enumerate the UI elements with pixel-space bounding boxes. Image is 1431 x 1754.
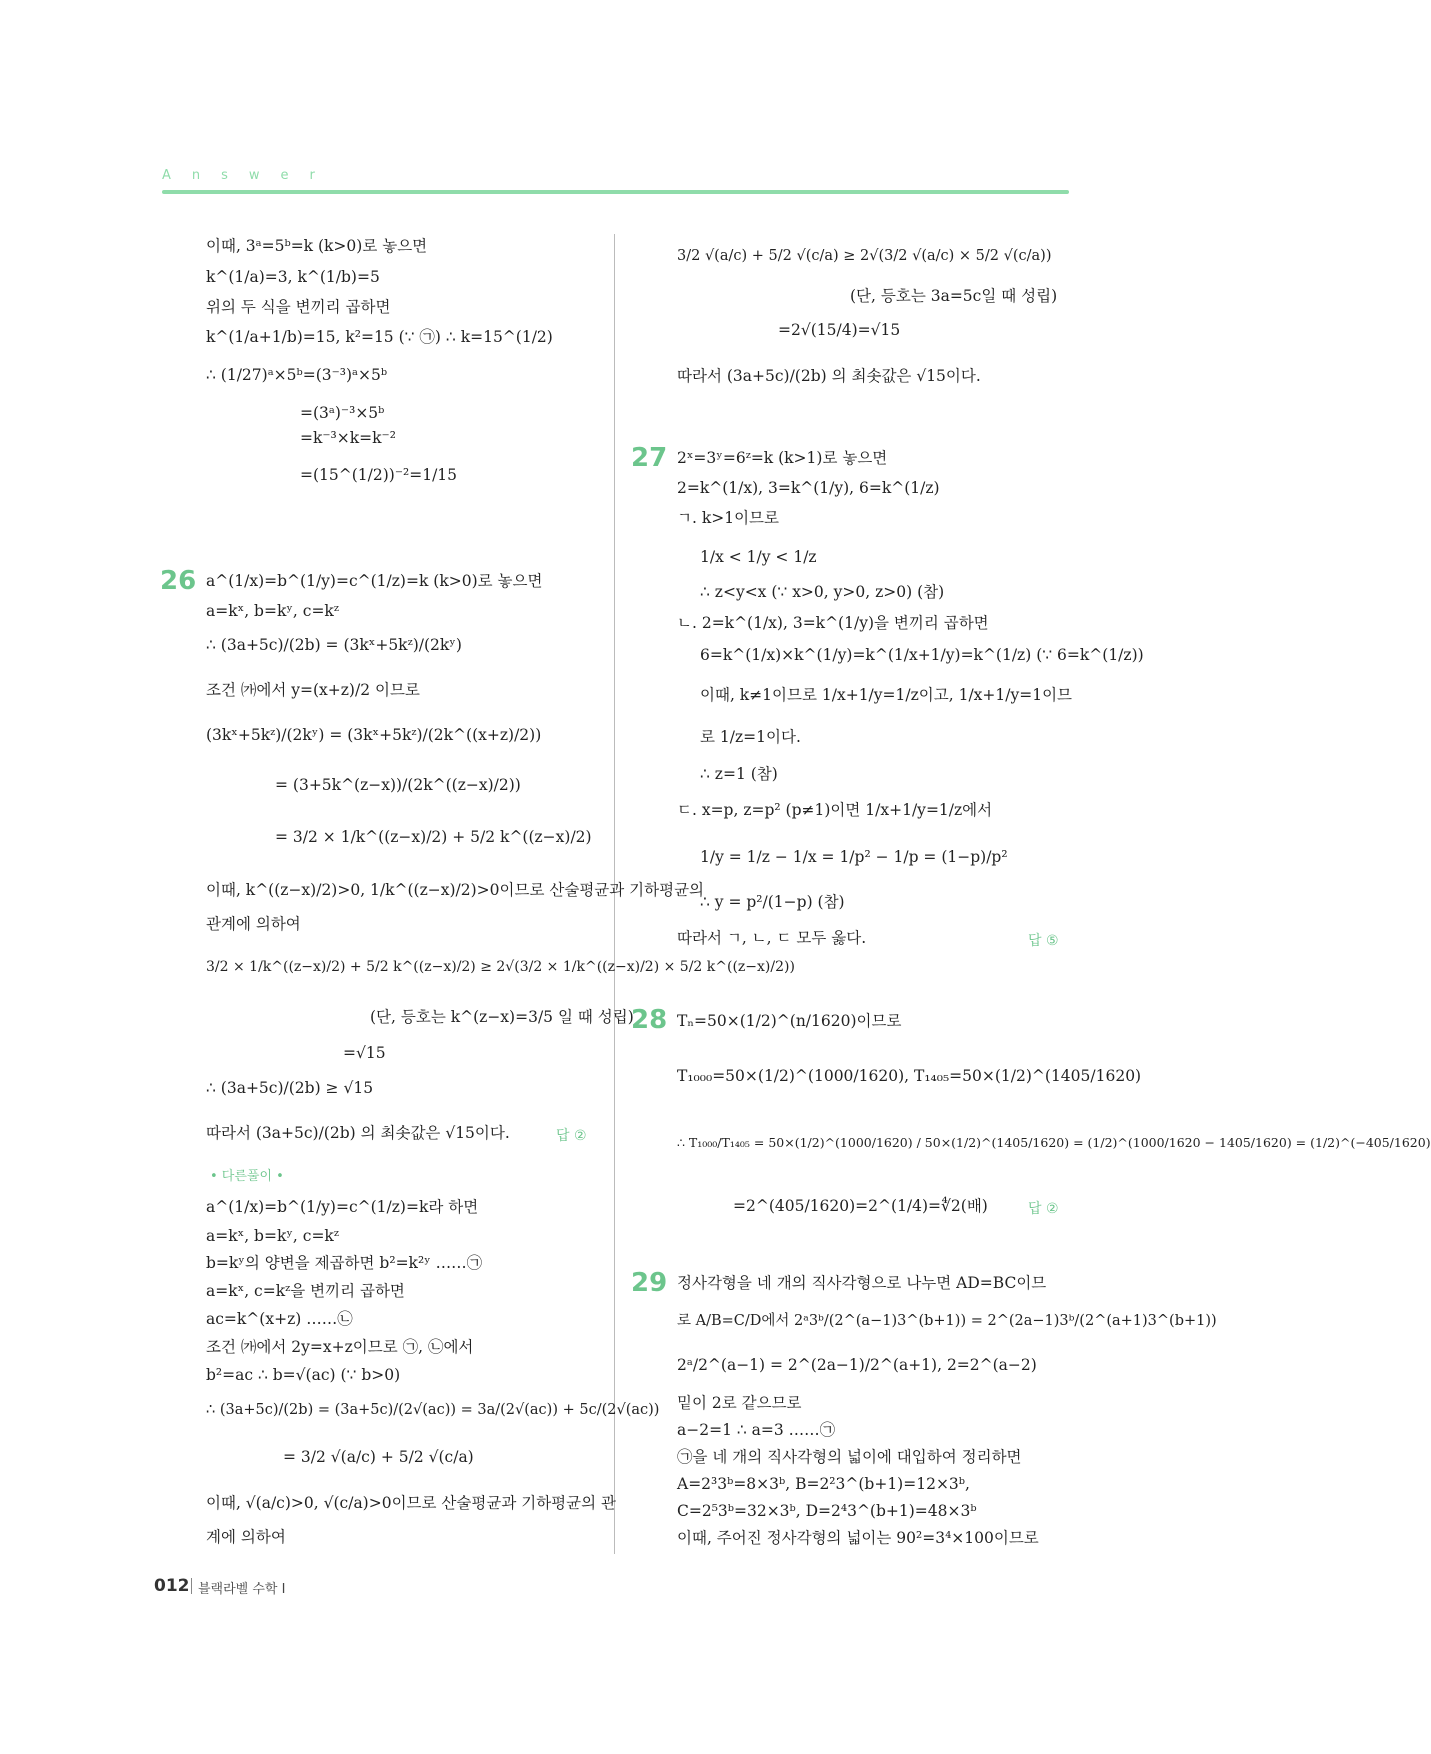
text-line: 따라서 ㄱ, ㄴ, ㄷ 모두 옳다. [677, 929, 867, 947]
text-line: = 3/2 × 1/k^((z−x)/2) + 5/2 k^((z−x)/2) [275, 828, 592, 846]
text-line: =2√(15/4)=√15 [778, 321, 901, 339]
text-line: a=kˣ, b=kʸ, c=kᶻ [206, 1227, 339, 1245]
answer-27: 답 ⑤ [1028, 933, 1059, 949]
text-line: (단, 등호는 k^(z−x)=3/5 일 때 성립) [370, 1008, 634, 1026]
text-line: = (3+5k^(z−x))/(2k^((z−x)/2)) [275, 776, 521, 794]
text-line: 1/y = 1/z − 1/x = 1/p² − 1/p = (1−p)/p² [700, 848, 1008, 866]
text-line: 1/x < 1/y < 1/z [700, 548, 817, 566]
text-line: =(3ᵃ)⁻³×5ᵇ [300, 404, 385, 422]
text-line: a^(1/x)=b^(1/y)=c^(1/z)=k라 하면 [206, 1198, 479, 1216]
book-title: 블랙라벨 수학 I [198, 1582, 286, 1597]
text-line: b²=ac ∴ b=√(ac) (∵ b>0) [206, 1366, 401, 1384]
text-line: 이때, k≠1이므로 1/x+1/y=1/z이고, 1/x+1/y=1이므 [700, 686, 1073, 704]
text-line: 따라서 (3a+5c)/(2b) 의 최솟값은 √15이다. [206, 1124, 510, 1142]
text-line: 이때, √(a/c)>0, √(c/a)>0이므로 산술평균과 기하평균의 관 [206, 1494, 616, 1512]
answer-28: 답 ② [1028, 1201, 1059, 1217]
alt-solution-label: • 다른풀이 • [210, 1169, 284, 1184]
text-line: T₁₀₀₀=50×(1/2)^(1000/1620), T₁₄₀₅=50×(1/2)^(1405/1620) [677, 1067, 1142, 1085]
text-line: 위의 두 식을 변끼리 곱하면 [206, 298, 391, 316]
problem-number-27: 27 [631, 443, 668, 473]
text-line: k^(1/a+1/b)=15, k²=15 (∵ ㉠) ∴ k=15^(1/2) [206, 328, 553, 346]
text-line: k^(1/a)=3, k^(1/b)=5 [206, 268, 380, 286]
text-line: C=2⁵3ᵇ=32×3ᵇ, D=2⁴3^(b+1)=48×3ᵇ [677, 1502, 977, 1520]
text-line: 정사각형을 네 개의 직사각형으로 나누면 AD=BC이므 [677, 1274, 1047, 1292]
text-line: = 3/2 √(a/c) + 5/2 √(c/a) [283, 1448, 474, 1466]
text-line: a=kˣ, c=kᶻ을 변끼리 곱하면 [206, 1282, 405, 1300]
page-number: 012 [154, 1576, 190, 1596]
text-line: 계에 의하여 [206, 1528, 286, 1546]
problem-number-29: 29 [631, 1268, 668, 1298]
text-line: ㄴ. 2=k^(1/x), 3=k^(1/y)을 변끼리 곱하면 [677, 614, 989, 632]
text-line: 조건 ㈎에서 y=(x+z)/2 이므로 [206, 681, 420, 699]
text-line: 따라서 (3a+5c)/(2b) 의 최솟값은 √15이다. [677, 367, 981, 385]
text-line: (3kˣ+5kᶻ)/(2kʸ) = (3kˣ+5kᶻ)/(2k^((x+z)/2)) [206, 726, 542, 744]
text-line: ㄱ. k>1이므로 [677, 509, 779, 527]
text-line: 로 1/z=1이다. [700, 728, 801, 746]
text-line: 이때, 주어진 정사각형의 넓이는 90²=3⁴×100이므로 [677, 1529, 1039, 1547]
text-line: 관계에 의하여 [206, 915, 301, 933]
text-line: 이때, 3ᵃ=5ᵇ=k (k>0)로 놓으면 [206, 237, 428, 255]
text-line: 조건 ㈎에서 2y=x+z이므로 ㉠, ㉡에서 [206, 1338, 474, 1356]
text-line: ∴ (3a+5c)/(2b) ≥ √15 [206, 1079, 374, 1097]
text-line: Tₙ=50×(1/2)^(n/1620)이므로 [677, 1012, 902, 1030]
footer-divider [191, 1578, 192, 1594]
header-rule [162, 190, 1069, 194]
text-line: 3/2 × 1/k^((z−x)/2) + 5/2 k^((z−x)/2) ≥ 2√(3/2 × 1/k^((z−x)/2) × 5/2 k^((z−x)/2)) [206, 959, 795, 975]
text-line: =(15^(1/2))⁻²=1/15 [300, 466, 458, 484]
text-line: 6=k^(1/x)×k^(1/y)=k^(1/x+1/y)=k^(1/z) (∵ 6=k^(1/z)) [700, 646, 1144, 664]
text-line: =2^(405/1620)=2^(1/4)=∜2(배) [733, 1197, 988, 1215]
text-line: b=kʸ의 양변을 제곱하면 b²=k²ʸ ……㉠ [206, 1254, 483, 1272]
text-line: ac=k^(x+z) ……㉡ [206, 1310, 353, 1328]
text-line: ∴ y = p²/(1−p) (참) [700, 893, 845, 911]
text-line: 로 A/B=C/D에서 2ᵃ3ᵇ/(2^(a−1)3^(b+1)) = 2^(2a−1)3ᵇ/(2^(a+1)3^(b+1)) [677, 1313, 1217, 1329]
header-label: Answer [162, 168, 336, 183]
text-line: 밑이 2로 같으므로 [677, 1394, 802, 1412]
text-line: ∴ z<y<x (∵ x>0, y>0, z>0) (참) [700, 583, 945, 601]
text-line: ∴ (3a+5c)/(2b) = (3a+5c)/(2√(ac)) = 3a/(2√(ac)) + 5c/(2√(ac)) [206, 1402, 660, 1418]
text-line: 3/2 √(a/c) + 5/2 √(c/a) ≥ 2√(3/2 √(a/c) × 5/2 √(c/a)) [677, 248, 1052, 264]
problem-number-26: 26 [160, 566, 197, 596]
answer-26: 답 ② [556, 1128, 587, 1144]
text-line: ∴ z=1 (참) [700, 765, 778, 783]
text-line: ∴ (3a+5c)/(2b) = (3kˣ+5kᶻ)/(2kʸ) [206, 636, 462, 654]
text-line: =k⁻³×k=k⁻² [300, 429, 396, 447]
text-line: =√15 [343, 1044, 386, 1062]
text-line: a=kˣ, b=kʸ, c=kᶻ [206, 602, 339, 620]
text-line: 이때, k^((z−x)/2)>0, 1/k^((z−x)/2)>0이므로 산술평균과 기하평균의 [206, 881, 705, 899]
text-line: 2=k^(1/x), 3=k^(1/y), 6=k^(1/z) [677, 479, 940, 497]
text-line: ∴ (1/27)ᵃ×5ᵇ=(3⁻³)ᵃ×5ᵇ [206, 366, 388, 384]
text-line: (단, 등호는 3a=5c일 때 성립) [850, 287, 1058, 305]
text-line: 2ᵃ/2^(a−1) = 2^(2a−1)/2^(a+1), 2=2^(a−2) [677, 1356, 1037, 1374]
text-line: ㄷ. x=p, z=p² (p≠1)이면 1/x+1/y=1/z에서 [677, 801, 993, 819]
problem-number-28: 28 [631, 1005, 668, 1035]
text-line: 2ˣ=3ʸ=6ᶻ=k (k>1)로 놓으면 [677, 449, 888, 467]
text-line: ∴ T₁₀₀₀/T₁₄₀₅ = 50×(1/2)^(1000/1620) / 50×(1/2)^(1405/1620) = (1/2)^(1000/1620 − 1405/1620) = (1/2)^(−405/1620) [677, 1135, 1431, 1150]
text-line: A=2³3ᵇ=8×3ᵇ, B=2²3^(b+1)=12×3ᵇ, [677, 1475, 970, 1493]
text-line: ㉠을 네 개의 직사각형의 넓이에 대입하여 정리하면 [677, 1448, 1022, 1466]
text-line: a−2=1 ∴ a=3 ……㉠ [677, 1421, 836, 1439]
text-line: a^(1/x)=b^(1/y)=c^(1/z)=k (k>0)로 놓으면 [206, 572, 543, 590]
